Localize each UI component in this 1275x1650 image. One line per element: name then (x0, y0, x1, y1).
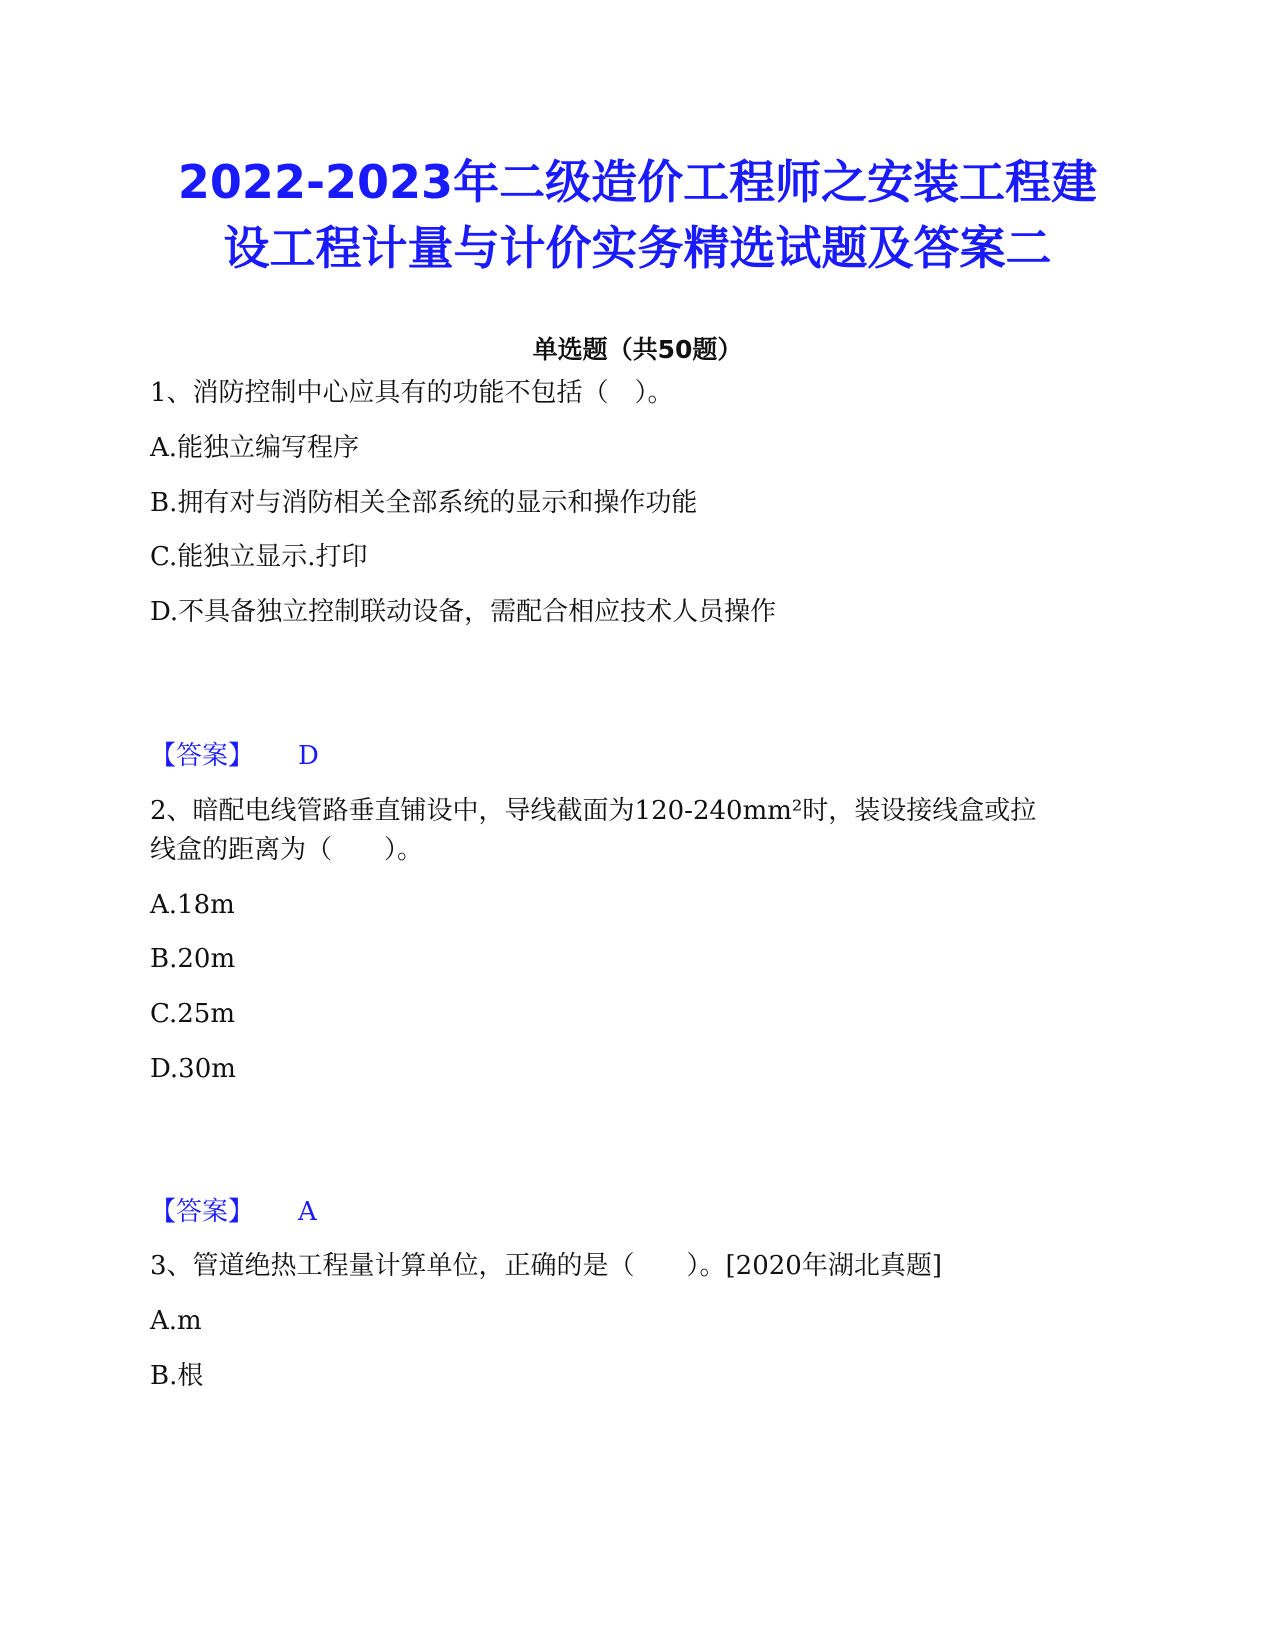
question-3-option-a: A.m (150, 1306, 202, 1336)
question-2-option-c: C.25m (150, 999, 235, 1029)
question-2-stem-line-2: 线盒的距离为（ ）。 (150, 835, 424, 865)
section-header: 单选题（共50题） (532, 335, 743, 364)
question-2-answer (150, 1194, 317, 1230)
question-2-option-b: B.20m (150, 944, 236, 974)
question-2-stem-line-1: 2、暗配电线管路垂直铺设中，导线截面为120-240mm²时，装设接线盒或拉 (150, 796, 1037, 826)
question-3-option-b: B.根 (150, 1361, 204, 1391)
question-1-option-b: B.拥有对与消防相关全部系统的显示和操作功能 (150, 488, 698, 518)
question-1-option-d: D.不具备独立控制联动设备，需配合相应技术人员操作 (150, 597, 777, 627)
question-1-option-a: A.能独立编写程序 (150, 433, 360, 463)
answer-value: D (298, 741, 319, 771)
document-title-line-1: 2022-2023年二级造价工程师之安装工程建 (177, 155, 1098, 209)
question-2-option-d: D.30m (150, 1054, 236, 1084)
question-3-stem: 3、管道绝热工程量计算单位，正确的是（ ）。[2020年湖北真题] (150, 1251, 942, 1281)
question-1-stem: 1、消防控制中心应具有的功能不包括（ ）。 (150, 378, 674, 408)
question-1-answer (150, 738, 319, 774)
answer-value: A (298, 1197, 317, 1227)
answer-label: 【答案】 (150, 741, 255, 771)
document-title-line-2: 设工程计量与计价实务精选试题及答案二 (223, 221, 1052, 275)
question-1-option-c: C.能独立显示.打印 (150, 542, 368, 572)
question-2-option-a: A.18m (150, 890, 235, 920)
answer-label: 【答案】 (150, 1197, 255, 1227)
